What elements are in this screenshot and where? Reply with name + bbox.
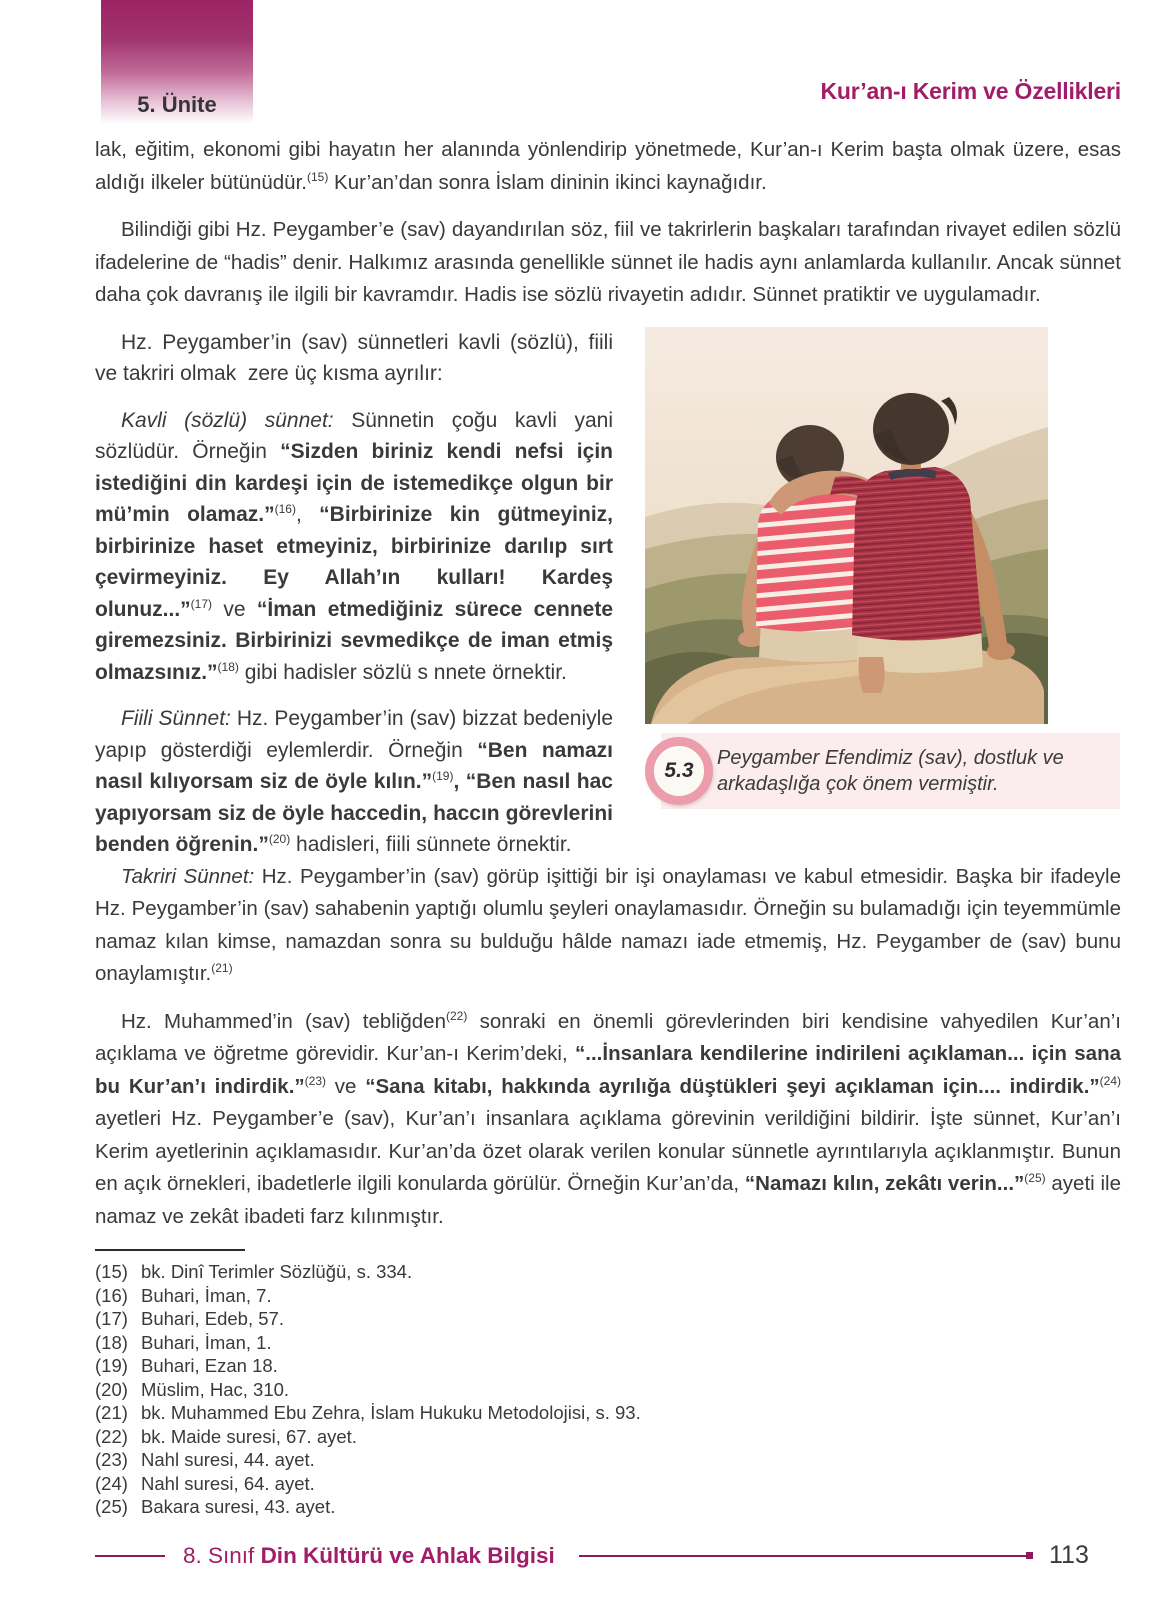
footnote-reference: (18) — [217, 659, 239, 674]
footnote-reference: (24) — [1099, 1073, 1122, 1088]
paragraph — [95, 861, 1121, 991]
chapter-heading — [803, 78, 1121, 113]
page-header — [0, 0, 1151, 128]
figure-number: 5.3 — [664, 758, 694, 782]
text-segment: , — [295, 503, 320, 526]
footnote-text: bk. Muhammed Ebu Zehra, İslam Hukuku Metodolojisi, s. 93. — [141, 1402, 641, 1423]
text-segment: hadisleri, fiili sünnete örnektir. — [290, 833, 572, 856]
footer-left-rule — [95, 1555, 165, 1557]
footnote-number: (24) — [95, 1472, 128, 1494]
footnote-text: Nahl suresi, 64. ayet. — [141, 1472, 315, 1494]
text-segment: Hz. Peygamber’in (sav) görüp işittiği bir işi onaylaması ve kabul etmesidir. Başka bir ifadeyle Hz. Peygamber’in (sav) sahabenin yaptığı olumlu şeyleri onaylamasıdır. Örneğin su bulamadığı için teyemmümle namaz kılan kimse, namazdan sonra su bulduğu hâlde namazı iade etmemiş, Hz. Peygamber de (sav) bunu onaylamıştır. — [95, 864, 1121, 985]
text-segment: Hz. Peygamber’in (sav) bizzat bedeniyle yapıp gösterdiği eylemlerdir. Örneğin — [95, 707, 613, 762]
footnote — [95, 1331, 1121, 1355]
footnote — [95, 1378, 1121, 1402]
text-segment: Bilindiği gibi Hz. Peygamber’e (sav) dayandırılan söz, fiil ve takrirlerin başkaları tarafından rivayet edilen sözlü ifadelerine de “hadis” denir. Halkımız arasında genellikle sünnet ile hadis aynı anlamlarda kullanılır. Ancak sünnet daha çok davranış ile ilgili bir kavramdır. Hadis ise sözlü rivayetin adıdır. Sünnet pratiktir ve uygulamadır. — [95, 218, 1121, 306]
footnote — [95, 1401, 1121, 1425]
intro-paragraphs — [95, 134, 1121, 312]
footnote — [95, 1284, 1121, 1308]
footnote-number: (18) — [95, 1331, 128, 1353]
footnote — [95, 1495, 1121, 1519]
figure-5-3 — [645, 327, 1120, 861]
text-segment: “Sana kitabı, hakkında ayrılığa düştükleri şeyi açıklaman için.... indirdik.” — [365, 1074, 1100, 1098]
footnote-number: (23) — [95, 1449, 128, 1470]
paragraph — [95, 214, 1121, 312]
photo-illustration — [645, 327, 1048, 724]
figure-caption-box — [661, 733, 1120, 809]
text-segment: Takriri Sünnet: — [121, 864, 262, 888]
text-segment: Hz. Muhammed’in (sav) tebliğden — [121, 1009, 446, 1033]
page-number: 113 — [1049, 1541, 1089, 1569]
text-segment: lak, eğitim, ekonomi gibi hayatın her alanında yönlendirip yönetmede, Kur’an-ı Kerim başta olmak üzere, esas aldığı ilkeler bütünüdür. — [95, 138, 1121, 194]
unit-label: 5. Ünite — [137, 92, 217, 117]
unit-banner — [101, 0, 253, 124]
footnote-divider — [95, 1249, 245, 1251]
figure-number-badge — [645, 737, 713, 805]
footnote-text: Müslim, Hac, 310. — [141, 1378, 290, 1400]
footnote — [95, 1307, 1121, 1331]
footnote-number: (20) — [95, 1378, 128, 1400]
footnote-text: Nahl suresi, 44. ayet. — [141, 1449, 315, 1470]
text-segment: ve — [326, 1074, 366, 1098]
footnote-number: (15) — [95, 1261, 128, 1282]
footnote — [95, 1448, 1121, 1472]
page-footer — [95, 1541, 1121, 1570]
footnote-text: Buhari, İman, 7. — [141, 1284, 272, 1306]
text-segment: ayetleri Hz. Peygamber’e (sav), Kur’an’ı insanlara açıklama görevinin verildiğini bildirir. İşte sünnet, Kur’an’ı Kerim ayetlerinin açıklamasıdır. Kur’an’da özet olarak verilen konular sünnetle ayrıntılarıyla açıklanmıştır. Bunun en açık örnekleri, ibadetlerle ilgili konularda görülür. Örneğin Kur’an’da, — [95, 1107, 1121, 1195]
footnote-number: (21) — [95, 1402, 128, 1423]
text-segment: gibi hadisler sözlü s nnete örnektir. — [238, 660, 567, 684]
text-segment: “...İnsanlara kendilerine indirileni açıklaman... için sana bu Kur’an’ı indirdik.” — [95, 1042, 1122, 1098]
footnote — [95, 1260, 1121, 1284]
figure-caption-text: Peygamber Efendimiz (sav), dostluk ve arkadaşlığa çok önem vermiştir. — [717, 746, 1064, 795]
footnote-reference: (19) — [432, 769, 454, 783]
footnote-number: (25) — [95, 1496, 128, 1517]
text-and-figure-row — [95, 327, 1121, 861]
footnote — [95, 1425, 1121, 1449]
footnote-text: bk. Dinî Terimler Sözlüğü, s. 334. — [141, 1261, 413, 1282]
paragraph — [95, 134, 1121, 199]
text-segment: Sünnetin çoğu kavli yani sözlüdür. Örneğin — [95, 408, 613, 463]
paragraph — [95, 327, 613, 390]
paragraph — [95, 1006, 1121, 1234]
footnote-text: Buhari, Edeb, 57. — [141, 1308, 284, 1329]
photo-haze-overlay — [645, 327, 1048, 724]
page-body — [95, 134, 1121, 1519]
footer-course-prefix: 8. Sınıf — [183, 1542, 255, 1568]
text-segment: “Birbirinize kin gütmeyiniz, birbirinize haset etmeyiniz, birbirinize darılıp sırt çevirmeyiniz. Ey Allah’ın kulları! Kardeş olunuz...” — [95, 503, 613, 621]
text-segment: “Ben namazı nasıl kılıyorsam siz de öyle kılın.” — [95, 738, 614, 793]
closing-paragraphs — [95, 861, 1121, 1234]
text-segment: Kavli (sözlü) sünnet: — [121, 408, 352, 432]
footnote-reference: (15) — [306, 169, 329, 184]
footnote-text: Buhari, Ezan 18. — [141, 1355, 278, 1376]
footnote-reference: (20) — [268, 832, 291, 846]
footnote-reference: (25) — [1024, 1171, 1046, 1186]
footer-course-name: Din Kültürü ve Ahlak Bilgisi — [260, 1542, 555, 1568]
text-segment: ve — [212, 597, 257, 621]
footer-course-title — [183, 1543, 555, 1569]
sunnet-paragraphs — [95, 327, 613, 861]
footnote — [95, 1354, 1121, 1378]
footnote — [95, 1472, 1121, 1496]
footnote-reference: (22) — [445, 1008, 468, 1023]
chapter-underline — [803, 110, 1121, 113]
paragraph — [95, 405, 613, 689]
chapter-title: Kur’an-ı Kerim ve Özellikleri — [820, 78, 1121, 104]
text-segment: , “Ben nasıl hac yapıyorsam siz de öyle haccedin, haccın görevlerini benden öğrenin.” — [95, 770, 613, 856]
paragraph — [95, 703, 613, 861]
text-segment: “Sizden biriniz kendi nefsi için istediğini din kardeşi için de istemedikçe olgun bir mü’min olamaz.” — [95, 440, 613, 526]
text-segment: Kur’an’dan sonra İslam dininin ikinci kaynağıdır. — [328, 170, 767, 194]
footnote-reference: (17) — [190, 596, 212, 611]
figure-caption — [645, 733, 1120, 809]
text-segment: “İman etmediğiniz sürece cennete giremezsiniz. Birbirinizi sevmedikçe de iman etmiş olmazsınız.” — [95, 597, 614, 684]
footnote-number: (22) — [95, 1425, 128, 1447]
footnote-number: (17) — [95, 1308, 128, 1329]
footnote-number: (16) — [95, 1284, 128, 1306]
footnote-text: Bakara suresi, 43. ayet. — [141, 1496, 336, 1517]
text-segment: sonraki en önemli görevlerinden biri kendisine vahyedilen Kur’an’ı açıklama ve öğretme görevidir. Kur’an-ı Kerim’deki, — [95, 1009, 1121, 1065]
footnote-text: Buhari, İman, 1. — [141, 1331, 272, 1353]
footnote-reference: (21) — [211, 961, 233, 976]
text-segment: Hz. Peygamber’in (sav) sünnetleri kavli (sözlü), fiili ve takriri olmak zere üç kısma ayrılır: — [95, 330, 613, 385]
text-segment: Fiili Sünnet: — [121, 707, 237, 730]
footnote-text: bk. Maide suresi, 67. ayet. — [141, 1425, 357, 1447]
footnote-reference: (16) — [274, 502, 296, 516]
footnotes-list — [95, 1260, 1121, 1519]
text-segment: ayeti ile namaz ve zekât ibadeti farz kılınmıştır. — [95, 1172, 1121, 1228]
footnote-number: (19) — [95, 1355, 128, 1376]
photo-two-boys-on-hill — [645, 327, 1048, 724]
footer-rule — [579, 1555, 1033, 1557]
text-segment: “Namazı kılın, zekâtı verin...” — [744, 1172, 1025, 1195]
footnote-reference: (23) — [304, 1073, 326, 1088]
